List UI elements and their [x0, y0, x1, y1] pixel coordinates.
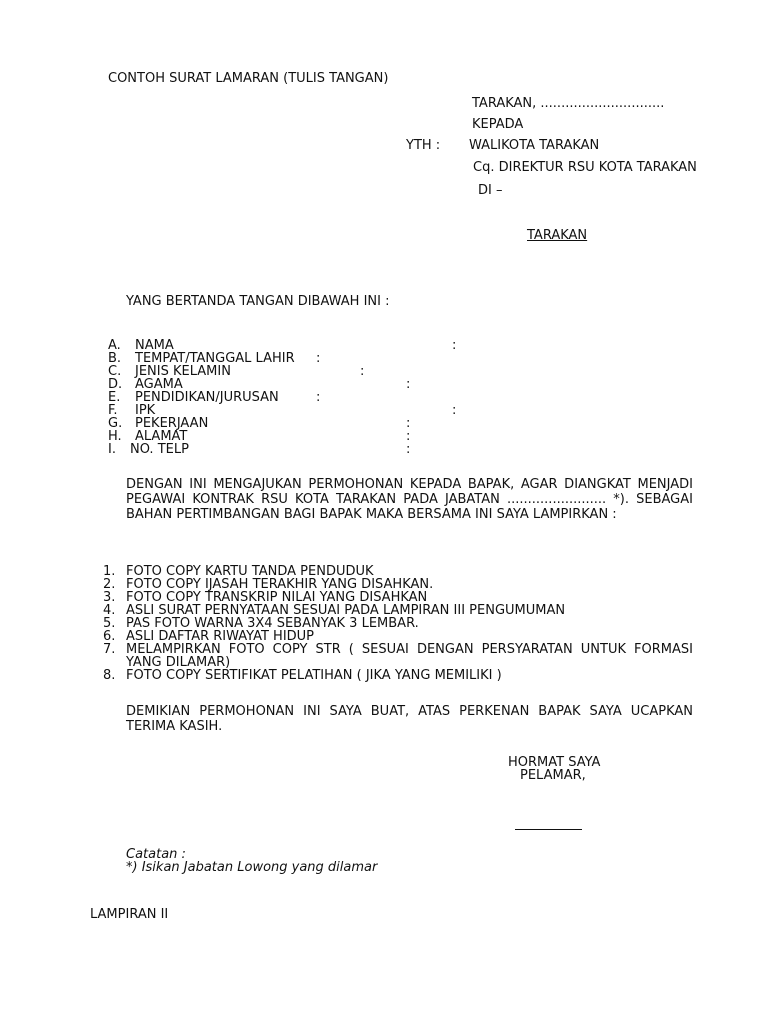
identity-label: NO. TELP [130, 442, 189, 457]
identity-colon: : [406, 377, 411, 392]
identity-marker: G. [108, 416, 123, 431]
footer-lampiran: LAMPIRAN II [90, 907, 169, 922]
document-title: CONTOH SURAT LAMARAN (TULIS TANGAN) [108, 71, 389, 86]
attachment-marker: 3. [103, 590, 116, 605]
note-title: Catatan : [126, 847, 186, 862]
identity-marker: A. [108, 338, 121, 353]
recipient-cq: Cq. DIREKTUR RSU KOTA TARAKAN [473, 160, 697, 175]
attachment-text: MELAMPIRKAN FOTO COPY STR ( SESUAI DENGAN PERSYARATAN UNTUK FORMASI YANG DILAMAR) [126, 642, 693, 670]
identity-label: PENDIDIKAN/JURUSAN [135, 390, 279, 405]
identity-colon: : [406, 442, 411, 457]
identity-label: PEKERJAAN [135, 416, 209, 431]
intro-text: YANG BERTANDA TANGAN DIBAWAH INI : [126, 294, 390, 309]
identity-colon: : [452, 338, 457, 353]
identity-marker: I. [108, 442, 116, 457]
attachment-text: FOTO COPY TRANSKRIP NILAI YANG DISAHKAN [126, 590, 428, 605]
attachment-text: FOTO COPY KARTU TANDA PENDUDUK [126, 564, 374, 579]
identity-label: AGAMA [135, 377, 183, 392]
yth-label: YTH : [406, 138, 441, 153]
identity-marker: D. [108, 377, 123, 392]
attachment-text: PAS FOTO WARNA 3X4 SEBANYAK 3 LEMBAR. [126, 616, 419, 631]
attachment-text: FOTO COPY IJASAH TERAKHIR YANG DISAHKAN. [126, 577, 434, 592]
identity-colon: : [316, 351, 321, 366]
identity-colon: : [452, 403, 457, 418]
attachment-marker: 4. [103, 603, 116, 618]
identity-label: NAMA [135, 338, 174, 353]
identity-marker: E. [108, 390, 121, 405]
signature-hormat: HORMAT SAYA [508, 755, 601, 770]
place-date: TARAKAN, .............................. [472, 96, 665, 111]
identity-marker: C. [108, 364, 122, 379]
note-text: *) Isikan Jabatan Lowong yang dilamar [126, 860, 378, 875]
identity-label: TEMPAT/TANGGAL LAHIR [135, 351, 295, 366]
identity-marker: B. [108, 351, 122, 366]
request-paragraph: DENGAN INI MENGAJUKAN PERMOHONAN KEPADA BAPAK, AGAR DIANGKAT MENJADI PEGAWAI KONTRAK RSU KOTA TARAKAN PADA JABATAN ........................ *). SEBAGAI BAHAN PERTIMBANGAN BAGI BAPAK MAKA BERSAMA INI SAYA LAMPIRKAN : [126, 477, 693, 522]
signature-pelamar: PELAMAR, [520, 768, 586, 783]
closing-paragraph: DEMIKIAN PERMOHONAN INI SAYA BUAT, ATAS PERKENAN BAPAK SAYA UCAPKAN TERIMA KASIH. [126, 704, 693, 734]
attachment-marker: 6. [103, 629, 116, 644]
identity-label: IPK [135, 403, 156, 418]
attachment-text: FOTO COPY SERTIFIKAT PELATIHAN ( JIKA YANG MEMILIKI ) [126, 668, 502, 683]
recipient-walikota: WALIKOTA TARAKAN [469, 138, 600, 153]
attachment-marker: 8. [103, 668, 116, 683]
identity-marker: H. [108, 429, 122, 444]
attachment-marker: 5. [103, 616, 116, 631]
identity-colon: : [406, 416, 411, 431]
attachment-marker: 1. [103, 564, 116, 579]
identity-label: ALAMAT [135, 429, 188, 444]
attachment-text: ASLI DAFTAR RIWAYAT HIDUP [126, 629, 315, 644]
signature-line [515, 829, 582, 830]
attachment-marker: 2. [103, 577, 116, 592]
attachment-marker: 7. [103, 642, 116, 657]
recipient-di: DI – [478, 183, 503, 198]
identity-marker: F. [108, 403, 118, 418]
identity-colon: : [360, 364, 365, 379]
attachment-text: ASLI SURAT PERNYATAAN SESUAI PADA LAMPIRAN III PENGUMUMAN [126, 603, 566, 618]
identity-label: JENIS KELAMIN [135, 364, 231, 379]
identity-colon: : [406, 429, 411, 444]
kepada-label: KEPADA [472, 117, 524, 132]
identity-colon: : [316, 390, 321, 405]
recipient-city: TARAKAN [527, 228, 588, 243]
